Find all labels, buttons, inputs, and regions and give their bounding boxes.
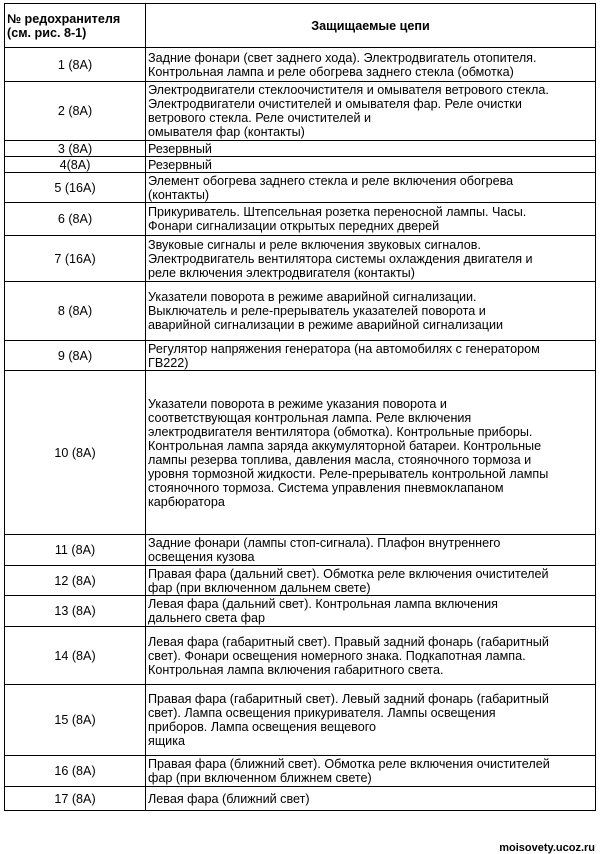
table-row — [5, 627, 596, 685]
table-row — [5, 157, 596, 173]
fuse-number-cell: 17 (8А) — [5, 787, 146, 811]
table-row — [5, 141, 596, 157]
circuit-text-line: Задние фонари (лампы стоп-сигнала). Плафон внутреннего — [148, 536, 501, 550]
circuit-text-line: фар (при включенном дальнем свете) — [148, 580, 371, 595]
fuse-number-cell: 9 (8А) — [5, 341, 146, 371]
circuit-text-line: Регулятор напряжения генератора (на автомобилях с генератором — [148, 341, 540, 356]
protected-circuits-cell — [146, 141, 596, 157]
circuit-text-line: Правая фара (дальний свет). Обмотка реле включения очистителей — [148, 566, 549, 581]
watermark: moisovety.ucoz.ru — [499, 842, 595, 854]
circuit-text-line: электродвигателя вентилятора (обмотка). Контрольные приборы. — [148, 424, 533, 439]
circuit-text-line: (контакты) — [148, 187, 210, 202]
fuse-number-cell: 7 (16А) — [5, 236, 146, 282]
table-row — [5, 236, 596, 282]
table-row — [5, 535, 596, 566]
circuit-text-line: освещения кузова — [148, 550, 255, 564]
protected-circuits-cell — [146, 787, 596, 811]
circuit-text-line: Контрольная лампа включения габаритного света. — [148, 662, 444, 677]
table-row — [5, 48, 596, 82]
circuit-text-line: фар (при включенном ближнем свете) — [148, 771, 372, 785]
circuit-text-line: ГВ222) — [148, 355, 189, 370]
circuit-text-line: Прикуриватель. Штепсельная розетка переносной лампы. Часы. — [148, 205, 527, 219]
fuse-number-cell: 11 (8А) — [5, 535, 146, 566]
circuit-text-line: лампы резерва топлива, давления масла, стояночного тормоза и — [148, 452, 532, 467]
protected-circuits-cell — [146, 371, 596, 535]
fuse-number-cell: 3 (8А) — [5, 141, 146, 157]
protected-circuits-cell — [146, 203, 596, 236]
protected-circuits-cell — [146, 341, 596, 371]
circuit-text-line: Электродвигатели очистителей и омывателя фар. Реле очистки — [148, 97, 522, 111]
circuit-text-line: омывателя фар (контакты) — [148, 125, 305, 139]
table-row — [5, 341, 596, 371]
fuse-number-cell: 6 (8А) — [5, 203, 146, 236]
fuse-number-cell: 13 (8А) — [5, 596, 146, 627]
table-row — [5, 203, 596, 236]
table-body — [5, 48, 596, 811]
circuit-text-line: свет). Лампа освещения прикуривателя. Лампы освещения — [148, 706, 496, 720]
protected-circuits-cell — [146, 535, 596, 566]
circuit-text-line: Выключатель и реле-прерыватель указателей поворота и — [148, 304, 486, 318]
circuit-text-line: Левая фара (габаритный свет). Правый задний фонарь (габаритный — [148, 634, 549, 649]
circuit-text-line: ящика — [148, 734, 186, 748]
fuse-number-cell: 16 (8А) — [5, 756, 146, 787]
circuit-text-line: аварийной сигнализации в режиме аварийной сигнализации — [148, 318, 504, 332]
protected-circuits-cell — [146, 236, 596, 282]
header-row — [5, 4, 596, 48]
fuse-number-cell: 5 (16А) — [5, 173, 146, 203]
circuit-text-line: Левая фара (дальний свет). Контрольная лампа включения — [148, 597, 498, 611]
circuit-text-line: свет). Фонари освещения номерного знака. Подкапотная лампа. — [148, 648, 526, 663]
circuit-text-line: Электродвигатели стеклоочистителя и омывателя ветрового стекла. — [148, 83, 549, 97]
circuit-text-line: реле включения электродвигателя (контакты) — [148, 265, 415, 280]
circuit-text-line: Левая фара (ближний свет) — [148, 791, 310, 806]
protected-circuits-cell — [146, 82, 596, 141]
circuit-text-line: стояночного тормоза. Система управления пневмоклапаном — [148, 480, 504, 495]
header-fuse-number-line2: (см. рис. 8-1) — [7, 25, 87, 40]
circuit-text-line: Электродвигатель вентилятора системы охлаждения двигателя и — [148, 251, 533, 266]
fuse-number-cell: 14 (8А) — [5, 627, 146, 685]
protected-circuits-cell — [146, 157, 596, 173]
circuit-text-line: соответствующая контрольная лампа. Реле включения — [148, 410, 472, 425]
circuit-text-line: карбюратора — [148, 494, 225, 509]
fuse-number-cell: 15 (8А) — [5, 685, 146, 756]
header-fuse-number-line1: № редохранителя — [7, 11, 121, 26]
fuse-number-cell: 1 (8А) — [5, 48, 146, 82]
table-row — [5, 756, 596, 787]
fuse-number-cell: 12 (8А) — [5, 566, 146, 596]
circuit-text-line: Резервный — [148, 157, 212, 172]
circuit-text-line: дальнего света фар — [148, 611, 265, 625]
protected-circuits-cell — [146, 282, 596, 341]
circuit-text-line: Правая фара (ближний свет). Обмотка реле включения очистителей — [148, 757, 550, 771]
table-row — [5, 596, 596, 627]
circuit-text-line: Элемент обогрева заднего стекла и реле включения обогрева — [148, 173, 514, 188]
table-row — [5, 371, 596, 535]
circuit-text-line: Резервный — [148, 141, 212, 156]
header-fuse-number — [5, 4, 146, 48]
table-row — [5, 82, 596, 141]
circuit-text-line: уровня тормозной жидкости. Реле-прерыватель контрольной лампы — [148, 466, 549, 481]
protected-circuits-cell — [146, 596, 596, 627]
circuit-text-line: Указатели поворота в режиме аварийной сигнализации. — [148, 290, 477, 304]
fuse-number-cell: 4(8А) — [5, 157, 146, 173]
fuse-table — [4, 3, 596, 811]
circuit-text-line: Правая фара (габаритный свет). Левый задний фонарь (габаритный — [148, 692, 549, 706]
protected-circuits-cell — [146, 756, 596, 787]
protected-circuits-cell — [146, 173, 596, 203]
protected-circuits-cell — [146, 685, 596, 756]
fuse-number-cell: 2 (8А) — [5, 82, 146, 141]
table-row — [5, 282, 596, 341]
circuit-text-line: Указатели поворота в режиме указания поворота и — [148, 396, 447, 411]
circuit-text-line: Задние фонари (свет заднего хода). Электродвигатель отопителя. — [148, 50, 537, 65]
fuse-number-cell: 10 (8А) — [5, 371, 146, 535]
fuse-number-cell: 8 (8А) — [5, 282, 146, 341]
table-row — [5, 787, 596, 811]
protected-circuits-cell — [146, 48, 596, 82]
circuit-text-line: ветрового стекла. Реле очистителей и — [148, 111, 372, 125]
circuit-text-line: Звуковые сигналы и реле включения звуковых сигналов. — [148, 237, 481, 252]
table-row — [5, 566, 596, 596]
protected-circuits-cell — [146, 627, 596, 685]
table-row — [5, 685, 596, 756]
protected-circuits-cell — [146, 566, 596, 596]
circuit-text-line: приборов. Лампа освещения вещевого — [148, 720, 377, 734]
header-protected-circuits: Защищаемые цепи — [146, 4, 596, 48]
circuit-text-line: Контрольная лампа и реле обогрева заднего стекла (обмотка) — [148, 64, 514, 79]
table-row — [5, 173, 596, 203]
circuit-text-line: Контрольная лампа заряда аккумуляторной батареи. Контрольные — [148, 438, 542, 453]
circuit-text-line: Фонари сигнализации открытых передних дверей — [148, 219, 440, 233]
